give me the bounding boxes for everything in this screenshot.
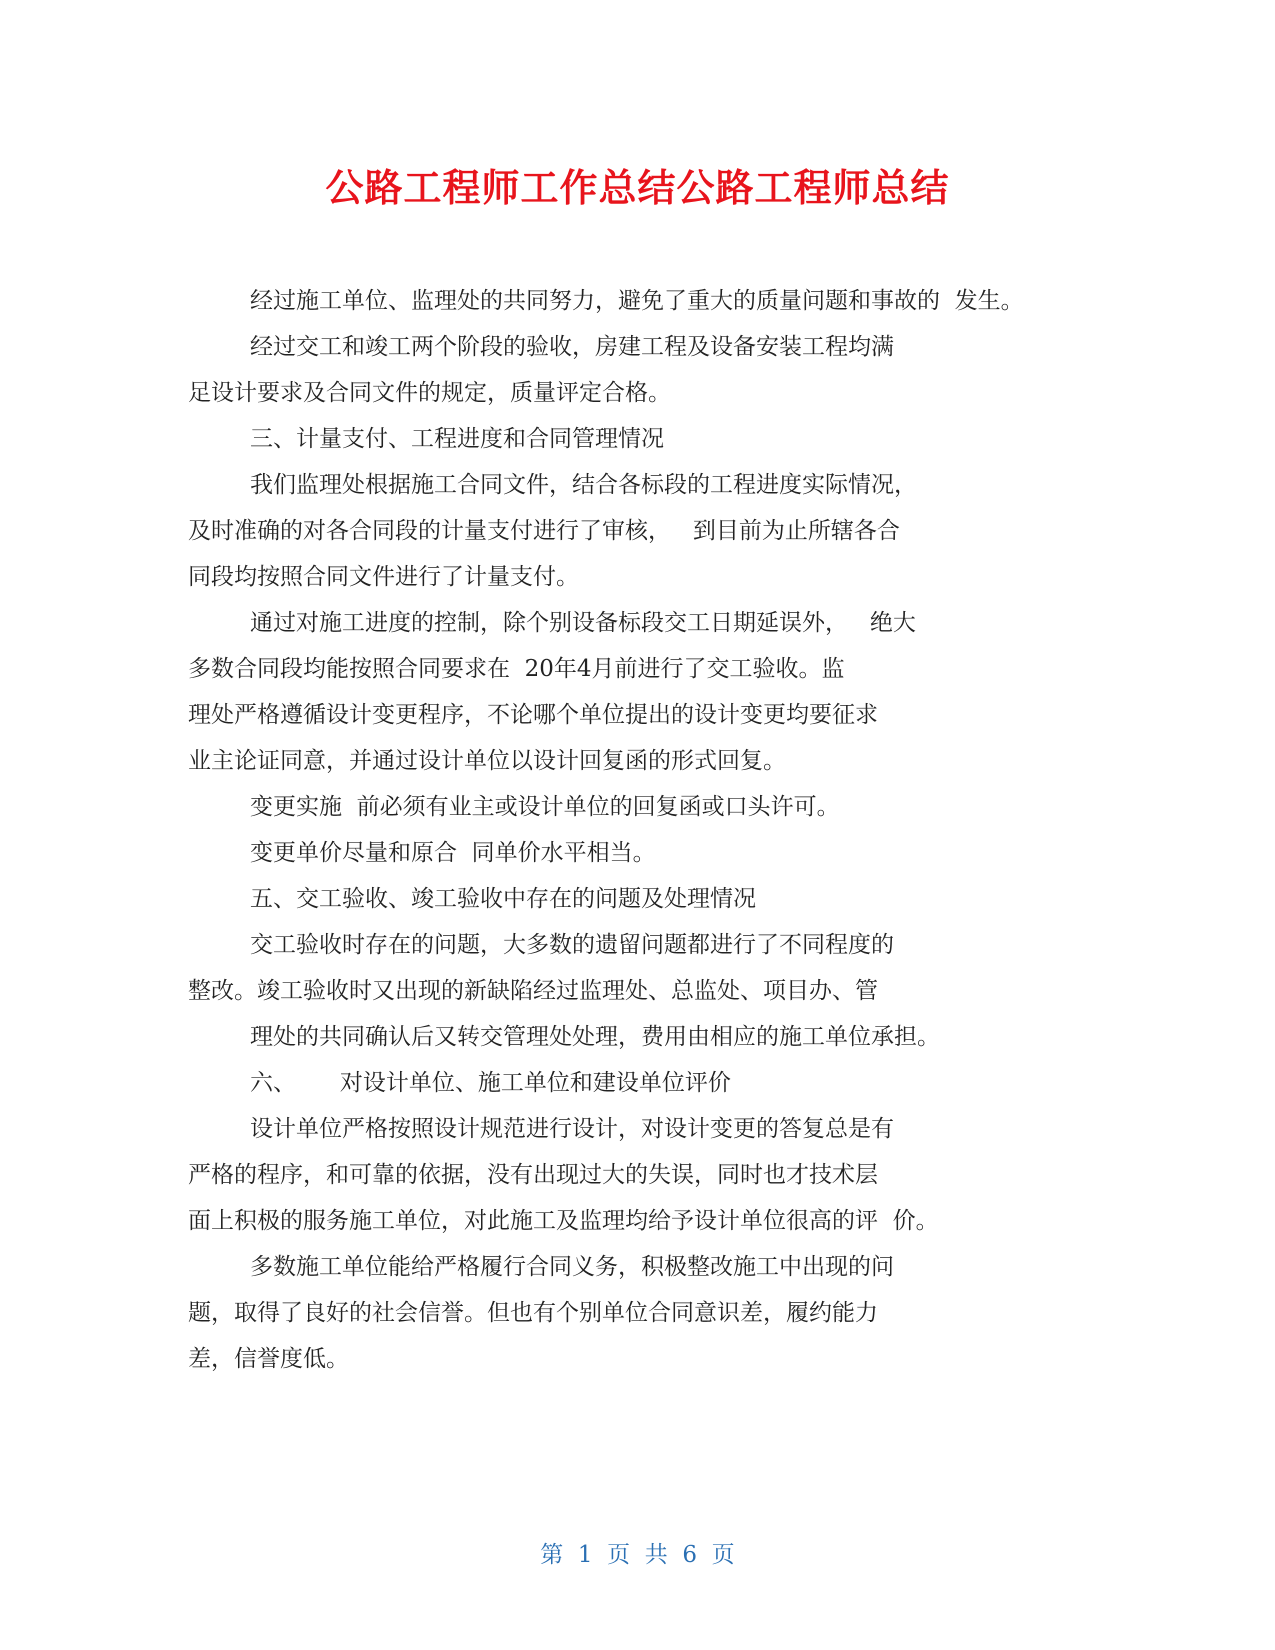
- body-line: 足设计要求及合同文件的规定，质量评定合格。: [188, 380, 671, 406]
- body-line: 业主论证同意，并通过设计单位以设计回复函的形式回复。: [188, 748, 786, 774]
- body-line: 六、 对设计单位、施工单位和建设单位评价: [250, 1070, 731, 1096]
- body-line: 变更单价尽量和原合 同单价水平相当。: [250, 840, 656, 866]
- body-line: 经过施工单位、监理处的共同努力，避免了重大的质量问题和事故的 发生。: [250, 288, 1024, 314]
- body-line: 经过交工和竣工两个阶段的验收，房建工程及设备安装工程均满: [250, 334, 894, 360]
- body-line: 及时准确的对各合同段的计量支付进行了审核， 到目前为止所辖各合: [188, 518, 900, 544]
- body-line: 我们监理处根据施工合同文件，结合各标段的工程进度实际情况，: [250, 472, 917, 498]
- document-title: 公路工程师工作总结公路工程师总结: [325, 166, 950, 210]
- body-line: 严格的程序，和可靠的依据，没有出现过大的失误，同时也才技术层: [188, 1162, 878, 1188]
- body-line: 理处严格遵循设计变更程序，不论哪个单位提出的设计变更均要征求: [188, 702, 878, 728]
- body-line: 通过对施工进度的控制，除个别设备标段交工日期延误外， 绝大: [250, 610, 916, 636]
- body-line: 多数施工单位能给严格履行合同义务，积极整改施工中出现的问: [250, 1254, 894, 1280]
- body-line: 面上积极的服务施工单位，对此施工及监理均给予设计单位很高的评 价。: [188, 1208, 939, 1234]
- body-line: 五、交工验收、竣工验收中存在的问题及处理情况: [250, 886, 756, 912]
- body-line: 整改。竣工验收时又出现的新缺陷经过监理处、总监处、项目办、管: [188, 978, 878, 1004]
- body-line: 三、计量支付、工程进度和合同管理情况: [250, 426, 664, 452]
- body-line: 题，取得了良好的社会信誉。但也有个别单位合同意识差，履约能力: [188, 1300, 878, 1326]
- body-line: 多数合同段均能按照合同要求在 20年4月前进行了交工验收。监: [188, 656, 845, 682]
- body-line: 理处的共同确认后又转交管理处处理，费用由相应的施工单位承担。: [250, 1024, 940, 1050]
- body-line: 设计单位严格按照设计规范进行设计，对设计变更的答复总是有: [250, 1116, 894, 1142]
- body-line: 交工验收时存在的问题，大多数的遗留问题都进行了不同程度的: [250, 932, 894, 958]
- body-line: 差，信誉度低。: [188, 1346, 349, 1372]
- body-line: 变更实施 前必须有业主或设计单位的回复函或口头许可。: [250, 794, 840, 820]
- page-number: 第 1 页 共 6 页: [540, 1542, 735, 1568]
- body-line: 同段均按照合同文件进行了计量支付。: [188, 564, 579, 590]
